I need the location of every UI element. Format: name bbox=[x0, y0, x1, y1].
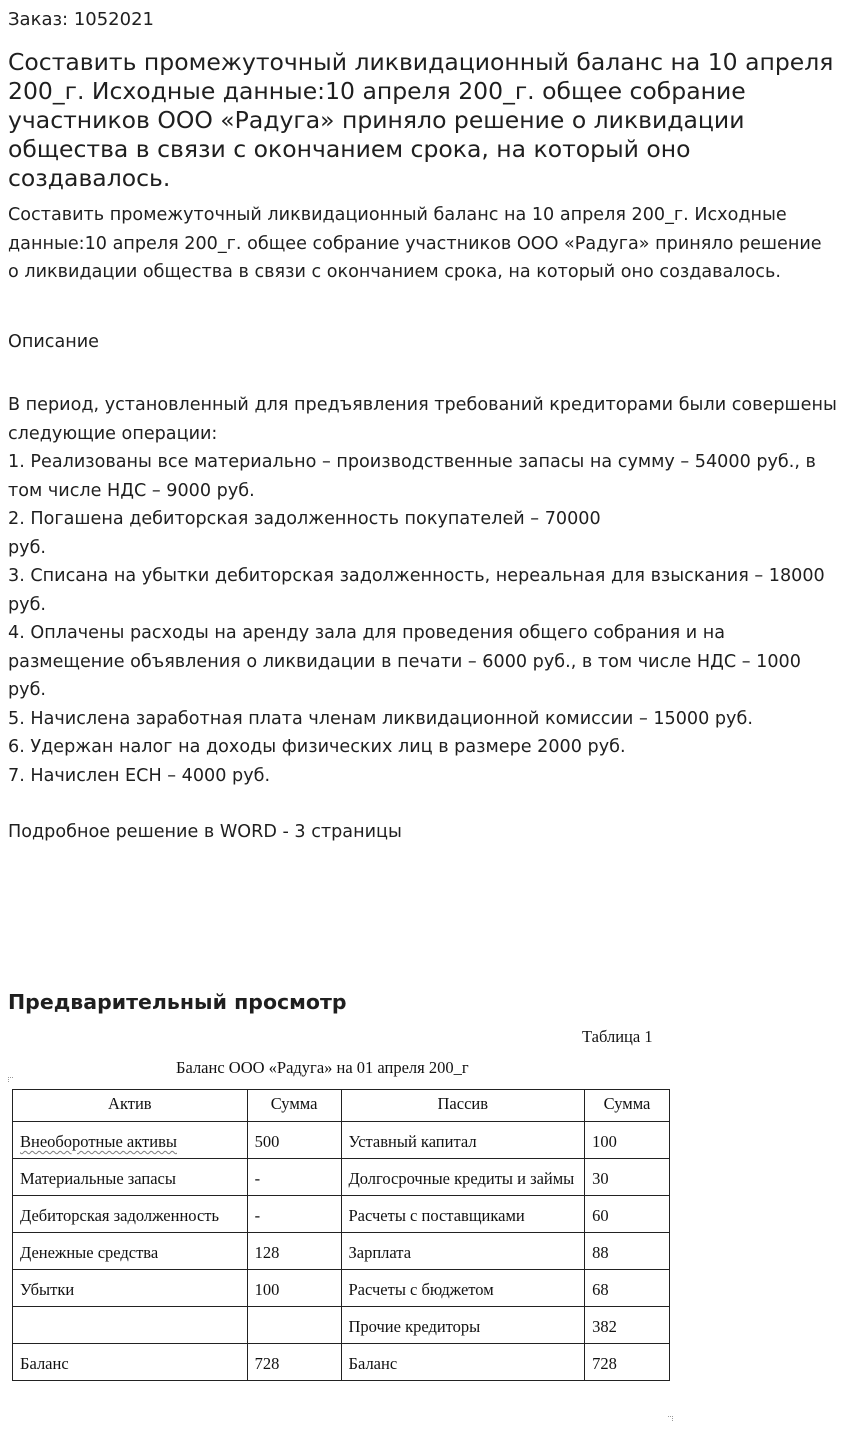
table-row bbox=[13, 1307, 670, 1344]
table-cell: 68 bbox=[585, 1270, 670, 1307]
table-cell: - bbox=[247, 1196, 341, 1233]
table-cell: Расчеты с бюджетом bbox=[341, 1270, 585, 1307]
table-cell: Денежные средства bbox=[13, 1233, 248, 1270]
operations-intro: В период, установленный для предъявления требований кредиторами были совершены следующие операции: bbox=[8, 395, 837, 444]
task-lead-text: Составить промежуточный ликвидационный баланс на 10 апреля 200_г. Исходные данные:10 апреля 200_г. общее собрание участников ООО «Радуга» приняло решение о ликвидации общества в связи с окончанием срока, на который оно создавалось. bbox=[8, 205, 822, 282]
balance-table bbox=[12, 1089, 670, 1381]
table-cell: 88 bbox=[585, 1233, 670, 1270]
table-cell bbox=[13, 1122, 248, 1159]
table-row bbox=[13, 1233, 670, 1270]
header-cell: Сумма bbox=[247, 1090, 341, 1122]
table-label: Таблица 1 bbox=[582, 1027, 653, 1046]
operation-item: 3. Списана на убытки дебиторская задолженность, нереальная для взыскания – 18000 руб. bbox=[8, 566, 825, 615]
table-row bbox=[13, 1344, 670, 1381]
operation-item: руб. bbox=[8, 537, 47, 558]
table-cell: - bbox=[247, 1159, 341, 1196]
table-cell: 30 bbox=[585, 1159, 670, 1196]
table-cell: Зарплата bbox=[341, 1233, 585, 1270]
table-cell: Долгосрочные кредиты и займы bbox=[341, 1159, 585, 1196]
preview-heading: Предварительный просмотр bbox=[8, 990, 347, 1014]
table-row bbox=[13, 1122, 670, 1159]
description-heading: Описание bbox=[8, 332, 100, 352]
cell-text: Внеоборотные активы bbox=[20, 1132, 177, 1151]
corner-mark bbox=[8, 1077, 13, 1082]
table-cell: Дебиторская задолженность bbox=[13, 1196, 248, 1233]
operation-item: 6. Удержан налог на доходы физических лиц в размере 2000 руб. bbox=[8, 737, 626, 757]
table-cell: Уставный капитал bbox=[341, 1122, 585, 1159]
order-number: Заказ: 1052021 bbox=[8, 9, 154, 30]
operation-item: 7. Начислен ЕСН – 4000 руб. bbox=[8, 765, 271, 786]
corner-mark bbox=[668, 1416, 673, 1421]
table-cell: 60 bbox=[585, 1196, 670, 1233]
table-row bbox=[13, 1159, 670, 1196]
table-row bbox=[13, 1270, 670, 1307]
header-cell: Актив bbox=[13, 1090, 248, 1122]
document-preview bbox=[8, 1024, 688, 1424]
operation-item: 4. Оплачены расходы на аренду зала для проведения общего собрания и на размещение объявления о ликвидации в печати – 6000 руб., в том числе НДС – 1000 руб. bbox=[8, 623, 801, 700]
table-cell: Расчеты с поставщиками bbox=[341, 1196, 585, 1233]
operation-item: 1. Реализованы все материально – производственные запасы на сумму – 54000 руб., в том числе НДС – 9000 руб. bbox=[8, 452, 816, 501]
table-cell: Убытки bbox=[13, 1270, 248, 1307]
table-cell: 500 bbox=[247, 1122, 341, 1159]
table-cell: 128 bbox=[247, 1233, 341, 1270]
table-cell: 100 bbox=[247, 1270, 341, 1307]
balance-title: Баланс ООО «Радуга» на 01 апреля 200_г bbox=[176, 1058, 469, 1077]
header-cell: Сумма bbox=[585, 1090, 670, 1122]
table-cell: Баланс bbox=[341, 1344, 585, 1381]
table-cell bbox=[247, 1307, 341, 1344]
table-row bbox=[13, 1196, 670, 1233]
header-cell: Пассив bbox=[341, 1090, 585, 1122]
word-note: Подробное решение в WORD - 3 страницы bbox=[8, 822, 402, 842]
table-cell: Баланс bbox=[13, 1344, 248, 1381]
table-cell: 382 bbox=[585, 1307, 670, 1344]
table-cell: 728 bbox=[585, 1344, 670, 1381]
table-cell: 100 bbox=[585, 1122, 670, 1159]
page-title: Составить промежуточный ликвидационный баланс на 10 апреля 200_г. Исходные данные:10 апреля 200_г. общее собрание участников ООО «Радуга» приняло решение о ликвидации общества в связи с окончанием срока, на который оно создавалось. bbox=[8, 48, 834, 192]
table-cell: 728 bbox=[247, 1344, 341, 1381]
operation-item: 2. Погашена дебиторская задолженность покупателей – 70000 bbox=[8, 509, 601, 529]
table-header-row bbox=[13, 1090, 670, 1122]
table-cell bbox=[13, 1307, 248, 1344]
operation-item: 5. Начислена заработная плата членам ликвидационной комиссии – 15000 руб. bbox=[8, 708, 753, 729]
table-cell: Прочие кредиторы bbox=[341, 1307, 585, 1344]
operations-block bbox=[8, 391, 838, 790]
table-cell: Материальные запасы bbox=[13, 1159, 248, 1196]
